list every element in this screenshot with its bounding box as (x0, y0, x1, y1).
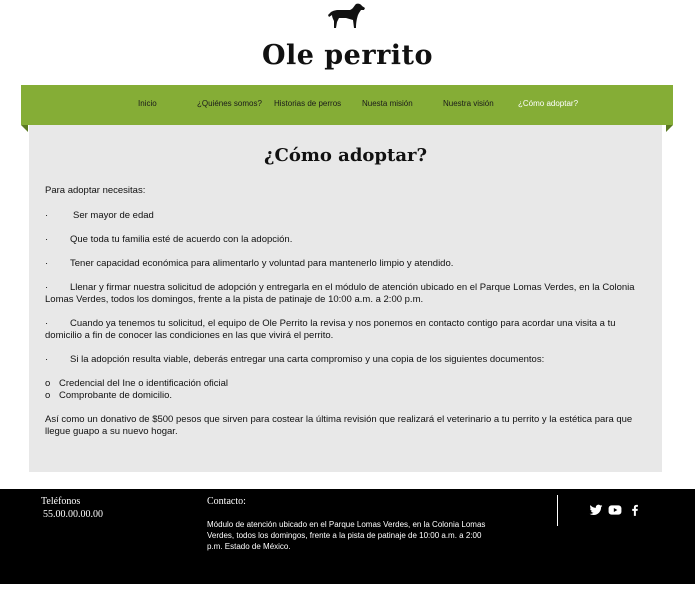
nav-vision[interactable]: Nuestra visión (443, 99, 494, 108)
content-panel (29, 125, 662, 472)
youtube-icon[interactable] (607, 503, 623, 517)
intro-text: Para adoptar necesitas: (45, 185, 146, 196)
document-item: o Comprobante de domicilio. (45, 390, 173, 401)
dog-icon (326, 2, 366, 30)
document-item: o Credencial del Ine o identificación oficial (45, 378, 228, 389)
requirement-item: · Si la adopción resulta viable, deberás entregar una carta compromiso y una copia de los siguientes documentos: (45, 354, 545, 365)
nav-como-adoptar[interactable]: ¿Cómo adoptar? (518, 99, 579, 108)
facebook-icon[interactable] (627, 503, 643, 517)
nav-historias[interactable]: Historias de perros (274, 99, 342, 108)
page-title: ¿Cómo adoptar? (263, 145, 428, 166)
footer-divider (557, 495, 558, 526)
main-nav (21, 85, 673, 125)
closing-text: Así como un donativo de $500 pesos que sirven para costear la última revisión que realizará el veterinario a tu perrito y la estética para que llegue guapo a su nuevo hogar. (45, 414, 633, 437)
requirement-item: · Tener capacidad económica para alimentarlo y voluntad para mantenerlo limpio y atendido. (45, 258, 454, 269)
contact-text: Módulo de atención ubicado en el Parque Lomas Verdes, en la Colonia Lomas Verdes, todos los domingos, frente a la pista de patinaje de 10:00 a.m. a 2:00 p.m. Estado de México. (207, 520, 486, 551)
requirement-item: · Cuando ya tenemos tu solicitud, el equipo de Ole Perrito la revisa y nos ponemos en contacto contigo para acordar una visita a tu domicilio a fin de conocer las condiciones en las que vivirá el perrito. (45, 318, 616, 341)
nav-quienes-somos[interactable]: ¿Quiénes somos? (197, 99, 262, 108)
requirement-item: · Llenar y firmar nuestra solicitud de adopción y entregarla en el módulo de atención ubicado en el Parque Lomas Verdes, en la Colonia Lomas Verdes, todos los domingos, frente a la pista de patinaje de 10:00 a.m. a 2:00 p.m. (45, 282, 635, 305)
twitter-icon[interactable] (588, 503, 604, 517)
requirement-item: · Ser mayor de edad (45, 210, 154, 221)
footer (0, 489, 695, 584)
nav-ribbon-fold-left (21, 125, 28, 132)
phone-number: 55.00.00.00.00 (43, 509, 103, 520)
nav-ribbon-fold-right (666, 125, 673, 132)
nav-mision[interactable]: Nuesta misión (362, 99, 413, 108)
phones-label: Teléfonos (41, 496, 81, 507)
requirement-item: · Que toda tu familia esté de acuerdo con la adopción. (45, 234, 293, 245)
contact-label: Contacto: (207, 496, 246, 507)
nav-inicio[interactable]: Inicio (138, 99, 157, 108)
site-title[interactable]: Ole perrito (261, 40, 434, 71)
